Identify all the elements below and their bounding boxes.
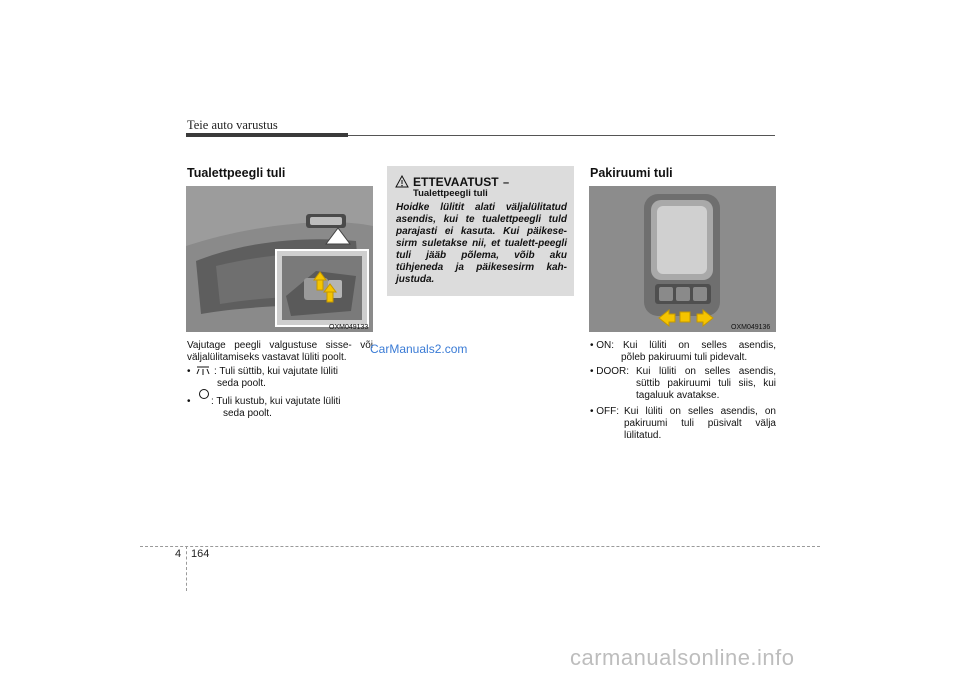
caution-box [387, 166, 574, 296]
cargo-photo-code: OXM049136 [731, 324, 771, 331]
vanity-mirror-illustration [186, 186, 373, 332]
vanity-intro: Vajutage peegli valgustuse sisse- või väljalülitamiseks vastavat lüliti poolt. [187, 340, 373, 363]
chapter-number: 4 [175, 548, 182, 560]
site-watermark: CarManuals2.com [370, 342, 468, 356]
cargo-item-off-line2: pakiruumi tuli püsivalt välja [624, 418, 776, 429]
caution-subtitle: Tualettpeegli tuli [413, 188, 488, 199]
cargo-light-title: Pakiruumi tuli [590, 166, 673, 180]
bullet-on-text-1: : Tuli süttib, kui vajutate lüliti [214, 366, 338, 377]
warning-triangle-icon [395, 175, 409, 188]
page-header-title: Teie auto varustus [187, 118, 278, 132]
cargo-light-photo [589, 186, 776, 332]
bottom-watermark: carmanualsonline.info [570, 645, 795, 670]
vanity-photo-code: OXM049133 [329, 324, 369, 331]
light-rays-icon [195, 365, 211, 377]
bullet-off-text-1: : Tuli kustub, kui vajutate lüliti [211, 396, 341, 407]
vanity-light-title: Tualettpeegli tuli [187, 166, 286, 180]
cargo-item-off-line3: lülitatud. [624, 430, 662, 441]
header-rule [348, 135, 775, 136]
cargo-item-off-label: • OFF: [590, 406, 620, 417]
circle-icon [198, 388, 210, 400]
footer-rule [140, 546, 820, 547]
cargo-item-door-line2: süttib pakiruumi tuli siis, kui [636, 378, 776, 389]
page-number: 164 [191, 548, 210, 560]
cargo-item-on-line2: põleb pakiruumi tuli pidevalt. [621, 352, 748, 363]
bullet-on-text-2: seda poolt. [217, 378, 266, 389]
cargo-item-door-label: • DOOR: [590, 366, 630, 377]
header-bar [186, 133, 348, 137]
caution-title-dash: – [503, 177, 510, 189]
footer-divider [186, 546, 187, 591]
vanity-mirror-photo [186, 186, 373, 332]
cargo-item-door-line1: Kui lüliti on selles asendis, [636, 366, 776, 377]
cargo-light-illustration [589, 186, 776, 332]
cargo-item-on-label: • ON: [590, 340, 615, 351]
caution-body: Hoidke lülitit alati väljalülitatud asendis, kui te tualettpeegli tuld parajasti ei kasuta. Kui päikese-sirm suletakse nii, et tualett-peegli tuli jääb põlema, võib aku tühjeneda ja päikesesirm kah-justuda. [396, 202, 567, 285]
cargo-item-door-line3: tagaluuk avatakse. [636, 390, 720, 401]
bullet-off-text-2: seda poolt. [223, 408, 272, 419]
cargo-item-on-line1: Kui lüliti on selles asendis, [623, 340, 776, 351]
caution-title: ETTEVAATUST [413, 175, 499, 189]
cargo-item-off-line1: Kui lüliti on selles asendis, on [624, 406, 776, 417]
